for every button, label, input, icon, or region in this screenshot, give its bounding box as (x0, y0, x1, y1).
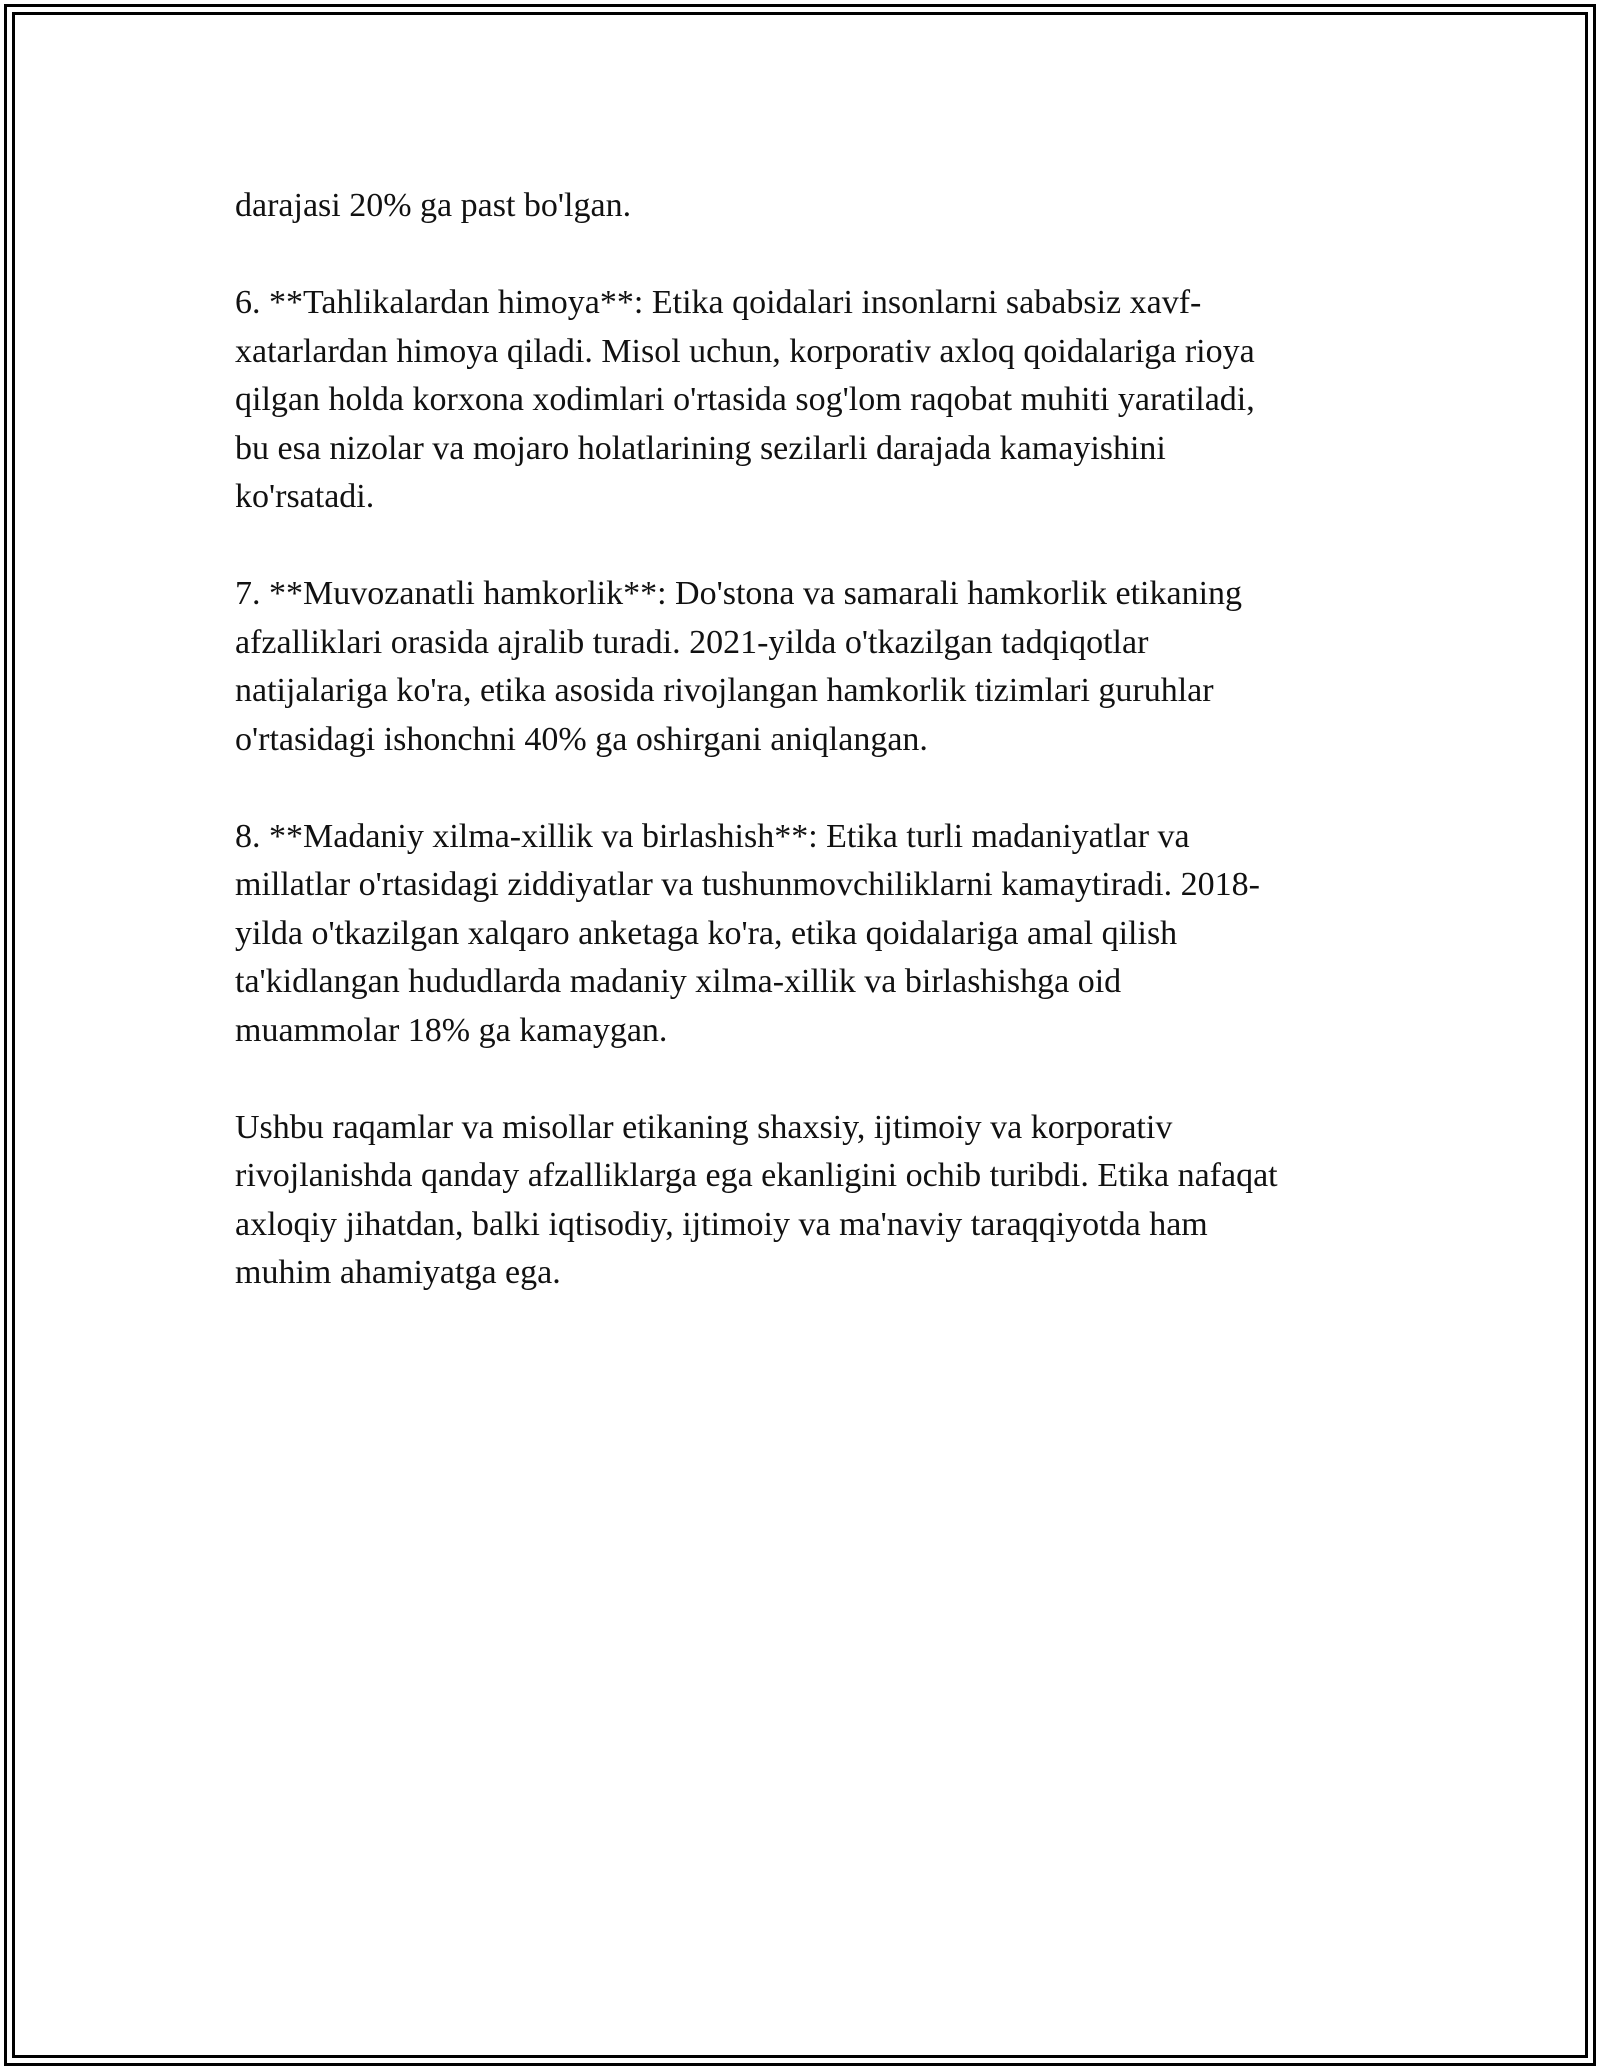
paragraph-item-8: 8. **Madaniy xilma-xillik va birlashish**: Etika turli madaniyatlar va millatlar o'rtasidagi ziddiyatlar va tushunmovchiliklarni kamaytiradi. 2018- yilda o'tkazilgan xalqaro anketaga ko'ra, etika qoidalariga amal qilish ta'kidlangan hududlarda madaniy xilma-xillik va birlashishga oid muammolar 18% ga kamaygan. (235, 817, 1260, 1049)
paragraph-conclusion: Ushbu raqamlar va misollar etikaning shaxsiy, ijtimoiy va korporativ rivojlanishda qanday afzalliklarga ega ekanligini ochib turibdi. Etika nafaqat axloqiy jihatdan, balki iqtisodiy, ijtimoiy va ma'naviy taraqqiyotda ham muhim ahamiyatga ega. (235, 1108, 1278, 1291)
document-body (235, 182, 1365, 1346)
paragraph-item-6: 6. **Tahlikalardan himoya**: Etika qoidalari insonlarni sababsiz xavf- xatarlardan himoya qiladi. Misol uchun, korporativ axloq qoidalariga rioya qilgan holda korxona xodimlari o'rtasida sog'lom raqobat muhiti yaratiladi, bu esa nizolar va mojaro holatlarining sezilarli darajada kamayishini ko'rsatadi. (235, 284, 1255, 515)
paragraph-item-7: 7. **Muvozanatli hamkorlik**: Do'stona va samarali hamkorlik etikaning afzalliklari orasida ajralib turadi. 2021-yilda o'tkazilgan tadqiqotlar natijalariga ko'ra, etika asosida rivojlangan hamkorlik tizimlari guruhlar o'rtasidagi ishonchni 40% ga oshirgani aniqlangan. (235, 575, 1243, 758)
paragraph-continuation: darajasi 20% ga past bo'lgan. (235, 187, 632, 224)
